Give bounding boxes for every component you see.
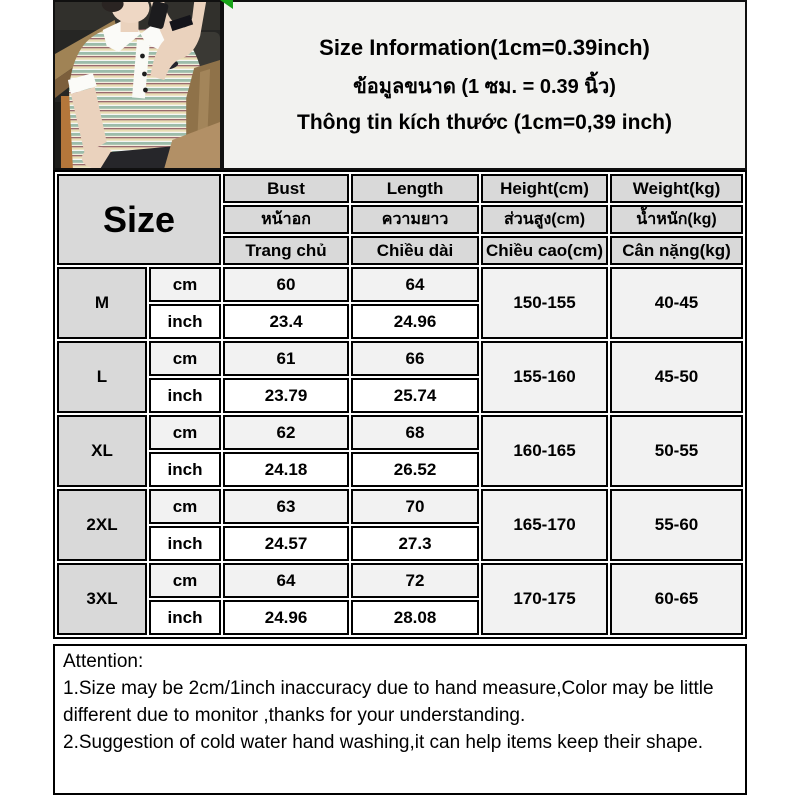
size-3xl: 3XL: [57, 563, 147, 635]
title-vietnamese: Thông tin kích thước (1cm=0,39 inch): [297, 111, 672, 134]
unit-cm: cm: [149, 489, 221, 524]
col-bust-en: Bust: [223, 174, 349, 203]
l-bust-cm: 61: [223, 341, 349, 376]
col-bust-vi: Trang chủ: [223, 236, 349, 265]
col-length-th: ความยาว: [351, 205, 479, 234]
header-row-english: [57, 174, 743, 203]
size-table: [53, 170, 747, 639]
m-bust-cm: 60: [223, 267, 349, 302]
xl-height: 160-165: [481, 415, 608, 487]
attention-heading: Attention:: [63, 651, 144, 672]
size-l: L: [57, 341, 147, 413]
size-chart-sheet: [53, 0, 747, 795]
2xl-length-cm: 70: [351, 489, 479, 524]
table-row: [57, 341, 743, 376]
size-m: M: [57, 267, 147, 339]
size-info-title-panel: [221, 0, 747, 170]
2xl-length-inch: 27.3: [351, 526, 479, 561]
m-length-cm: 64: [351, 267, 479, 302]
col-length-en: Length: [351, 174, 479, 203]
unit-cm: cm: [149, 341, 221, 376]
unit-inch: inch: [149, 452, 221, 487]
xl-bust-inch: 24.18: [223, 452, 349, 487]
3xl-length-inch: 28.08: [351, 600, 479, 635]
3xl-bust-cm: 64: [223, 563, 349, 598]
m-bust-inch: 23.4: [223, 304, 349, 339]
unit-inch: inch: [149, 526, 221, 561]
table-row: [57, 415, 743, 450]
col-weight-vi: Cân nặng(kg): [610, 236, 743, 265]
m-length-inch: 24.96: [351, 304, 479, 339]
2xl-height: 165-170: [481, 489, 608, 561]
2xl-weight: 55-60: [610, 489, 743, 561]
col-length-vi: Chiều dài: [351, 236, 479, 265]
attention-note-1: 1.Size may be 2cm/1inch inaccuracy due to hand measure,Color may be little different due to monitor ,thanks for your understanding.: [63, 677, 714, 726]
unit-cm: cm: [149, 563, 221, 598]
title-english: Size Information(1cm=0.39inch): [319, 35, 650, 60]
attention-note-2: 2.Suggestion of cold water hand washing,it can help items keep their shape.: [63, 731, 704, 753]
xl-weight: 50-55: [610, 415, 743, 487]
l-height: 155-160: [481, 341, 608, 413]
l-weight: 45-50: [610, 341, 743, 413]
col-height-th: ส่วนสูง(cm): [481, 205, 608, 234]
unit-inch: inch: [149, 304, 221, 339]
unit-cm: cm: [149, 415, 221, 450]
3xl-length-cm: 72: [351, 563, 479, 598]
size-header: Size: [57, 174, 221, 265]
col-weight-th: น้ำหนัก(kg): [610, 205, 743, 234]
l-length-cm: 66: [351, 341, 479, 376]
green-corner-flag: [220, 0, 233, 9]
unit-inch: inch: [149, 600, 221, 635]
3xl-bust-inch: 24.96: [223, 600, 349, 635]
col-height-vi: Chiều cao(cm): [481, 236, 608, 265]
m-height: 150-155: [481, 267, 608, 339]
product-photo: [53, 0, 222, 170]
table-row: [57, 563, 743, 598]
m-weight: 40-45: [610, 267, 743, 339]
size-2xl: 2XL: [57, 489, 147, 561]
xl-bust-cm: 62: [223, 415, 349, 450]
col-bust-th: หน้าอก: [223, 205, 349, 234]
2xl-bust-inch: 24.57: [223, 526, 349, 561]
unit-inch: inch: [149, 378, 221, 413]
xl-length-inch: 26.52: [351, 452, 479, 487]
attention-notes: [53, 644, 747, 795]
size-xl: XL: [57, 415, 147, 487]
col-weight-en: Weight(kg): [610, 174, 743, 203]
header-section: [53, 0, 747, 170]
unit-cm: cm: [149, 267, 221, 302]
l-bust-inch: 23.79: [223, 378, 349, 413]
l-length-inch: 25.74: [351, 378, 479, 413]
col-height-en: Height(cm): [481, 174, 608, 203]
table-row: [57, 489, 743, 524]
xl-length-cm: 68: [351, 415, 479, 450]
3xl-height: 170-175: [481, 563, 608, 635]
product-photo-illustration: [55, 2, 220, 168]
table-row: [57, 267, 743, 302]
2xl-bust-cm: 63: [223, 489, 349, 524]
title-thai: ข้อมูลขนาด (1 ซม. = 0.39 นิ้ว): [353, 76, 616, 98]
3xl-weight: 60-65: [610, 563, 743, 635]
